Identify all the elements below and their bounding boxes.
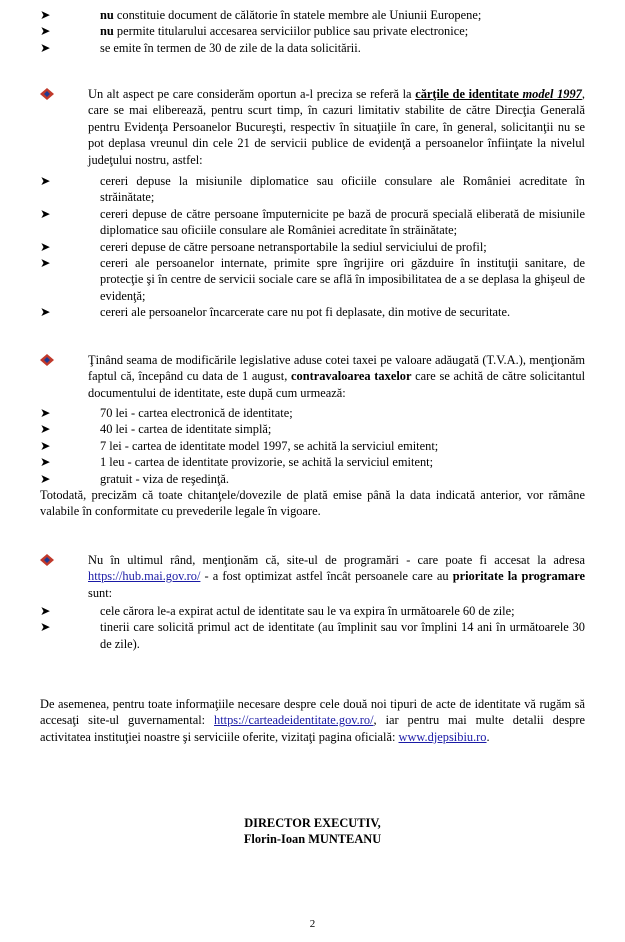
list-cases (40, 173, 585, 321)
paragraph-fees: Ţinând seama de modificările legislative aduse cotei taxei pe valoare adăugată (T.V.A.), menţionăm faptul că, începând cu data de 1 august, contravaloarea taxelor care se achită de către solicitantul documentului de identitate, este după cum urmează: (40, 352, 585, 401)
carteadeidentitate-link[interactable]: https://carteadeidentitate.gov.ro/ (214, 713, 374, 728)
page-number: 2 (309, 918, 316, 930)
list-item: ➤ se emite în termen de 30 de zile de la data solicitării. (40, 40, 361, 55)
signature-name: Florin-Ioan MUNTEANU (243, 832, 382, 846)
arrow-bullet-icon: ➤ (40, 239, 51, 254)
diamond-bullet-icon (40, 554, 54, 566)
list-item: ➤ 40 lei - cartea de identitate simplă; (40, 422, 272, 437)
list-item: ➤ nu permite titularului accesarea serviciilor publice sau private electronice; (40, 24, 469, 39)
list-item: ➤ 1 leu - cartea de identitate provizorie, se achită la serviciul emitent; (40, 455, 434, 470)
arrow-bullet-icon: ➤ (40, 8, 51, 22)
list-item: ➤ nu constituie document de călătorie în statele membre ale Uniunii Europene; (40, 8, 482, 22)
list-item: ➤ cele cărora le-a expirat actul de identitate sau le va expira în următoarele 60 de zile; (40, 604, 515, 618)
djepsibiu-link[interactable]: www.djepsibiu.ro (398, 729, 487, 744)
list-item: ➤ 70 lei - cartea electronică de identitate; (40, 406, 293, 420)
list-item: ➤ cereri depuse de către persoane netransportabile la sediul serviciului de profil; (40, 239, 487, 254)
arrow-bullet-icon: ➤ (40, 471, 51, 486)
list-priority (40, 603, 585, 652)
arrow-bullet-icon: ➤ (40, 438, 51, 453)
arrow-bullet-icon: ➤ (40, 256, 51, 271)
paragraph-model-1997: Un alt aspect pe care considerăm oportun a-l preciza se referă la cărţile de identitate model 1997, care se mai eliberează, pentru scurt timp, în cazuri limitativ stabilite de către Direcţia Generală pentru Evidenţa Persoanelor Bucureşti, respectiv în situaţiile în care, în general, solicitanţii nu se pot deplasa vreunul din cele 21 de servicii publice de evidenţă a persoanelor înfiinţate la nivelul judeţului nostru, astfel: (40, 86, 585, 168)
arrow-bullet-icon: ➤ (40, 604, 51, 618)
paragraph-receipts: Totodată, precizăm că toate chitanţele/dovezile de plată emise până la data indicată anterior, vor rămâne valabile în conformitate cu prevederile legale în vigoare. (40, 488, 585, 519)
hub-link[interactable]: https://hub.mai.gov.ro/ (88, 569, 201, 584)
arrow-bullet-icon: ➤ (40, 206, 51, 221)
arrow-bullet-icon: ➤ (40, 40, 51, 55)
list-item: ➤ 7 lei - cartea de identitate model 1997, se achită la serviciul emitent; (40, 438, 439, 453)
arrow-bullet-icon: ➤ (40, 406, 51, 420)
list-item: ➤ gratuit - viza de reşedinţă. (40, 471, 230, 486)
paragraph-scheduling: Nu în ultimul rând, menţionăm că, site-ul de programări - care poate fi accesat la adresa https://hub.mai.gov.ro/ - a fost optimizat astfel încât persoanele care au prioritate la programare sunt: (40, 552, 585, 601)
list-validity (40, 7, 585, 56)
paragraph-more-info: De asemenea, pentru toate informaţiile necesare despre cele două noi tipuri de acte de identitate vă rugăm să accesaţi site-ul guvernamental: https://carteadeidentitate.gov.ro/, iar pentru mai multe detalii despre activitatea instituţiei noastre şi serviciile oferite, vizitaţi pagina oficială: www.djepsibiu.ro. (40, 697, 585, 744)
arrow-bullet-icon: ➤ (40, 455, 51, 470)
arrow-bullet-icon: ➤ (40, 422, 51, 437)
list-item: ➤ cereri depuse de către persoane împuternicite pe bază de procură specială eliberată de misiunile diplomatice sau oficiile consulare ale României acreditate în străinătate; (40, 206, 585, 238)
list-fees (40, 405, 585, 487)
list-item: ➤ cereri depuse la misiunile diplomatice sau oficiile consulare ale României acreditate în străinătate; (40, 174, 585, 205)
diamond-bullet-icon (40, 354, 54, 366)
diamond-bullet-icon (40, 88, 54, 100)
arrow-bullet-icon: ➤ (40, 620, 51, 635)
list-item: ➤ cereri ale persoanelor încarcerate care nu pot fi deplasate, din motive de securitate. (40, 305, 511, 320)
signature-title: DIRECTOR EXECUTIV, (244, 816, 381, 830)
list-item: ➤ cereri ale persoanelor internate, primite spre îngrijire ori găzduire în instituţii sanitare, de protecţie şi în centre de servicii sociale care se află în imposibilitatea de a se deplasa la ghişeul de evidenţă; (40, 256, 585, 303)
arrow-bullet-icon: ➤ (40, 24, 51, 39)
arrow-bullet-icon: ➤ (40, 174, 51, 188)
arrow-bullet-icon: ➤ (40, 305, 51, 320)
list-item: ➤ tinerii care solicită primul act de identitate (au împlinit sau vor împlini 14 ani în următoarele 30 de zile). (40, 620, 585, 651)
